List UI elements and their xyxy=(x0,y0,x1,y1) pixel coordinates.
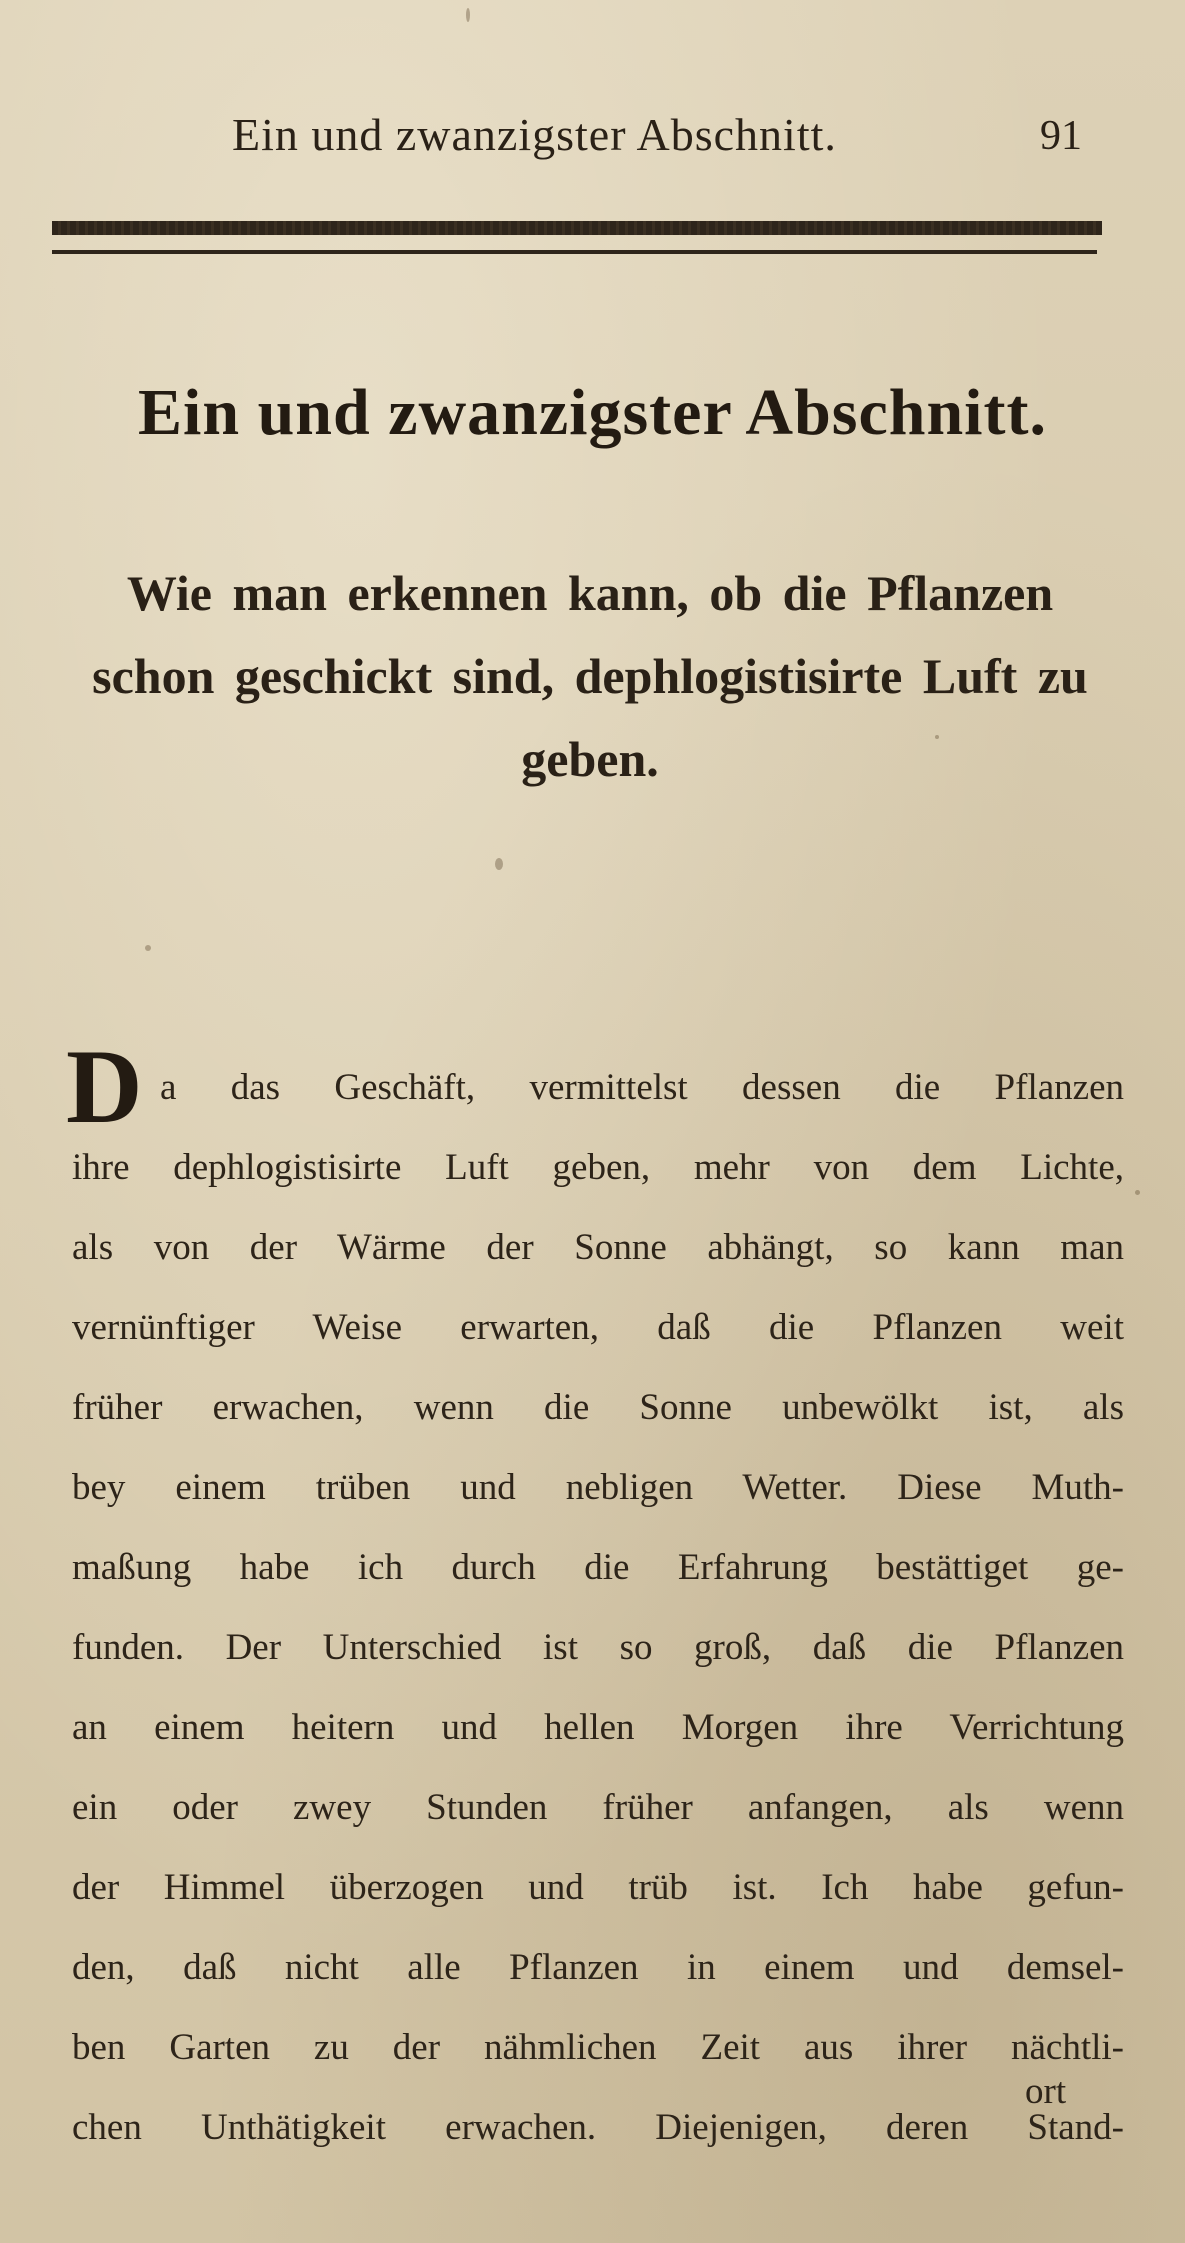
chapter-title: Ein und zwanzigster Abschnitt. xyxy=(138,376,1047,449)
drop-cap: D xyxy=(66,1028,143,1145)
catchword: ort xyxy=(1025,2071,1067,2112)
subtitle-line: Wie man erkennen kann, ob die Pflanzen xyxy=(126,565,1054,621)
text-line: a das Geschäft, vermittelst dessen die Pflanzen xyxy=(160,1067,1124,1108)
page-number: 91 xyxy=(1040,113,1082,159)
text-line: früher erwachen, wenn die Sonne unbewölkt ist, als xyxy=(72,1387,1124,1428)
text-line: ben Garten zu der nähmlichen Zeit aus ihrer nächtli- xyxy=(72,2027,1124,2068)
paper-speck xyxy=(466,8,470,22)
text-line: vernünftiger Weise erwarten, daß die Pflanzen weit xyxy=(72,1307,1124,1348)
header-rule-thick xyxy=(52,221,1102,235)
page-header xyxy=(0,108,1185,178)
text-line: der Himmel überzogen und trüb ist. Ich habe gefun- xyxy=(72,1867,1124,1908)
chapter-subtitle xyxy=(55,552,1125,801)
text-line: funden. Der Unterschied ist so groß, daß die Pflanzen xyxy=(72,1627,1124,1668)
paper-speck xyxy=(1135,1190,1140,1195)
subtitle-line: geben. xyxy=(521,731,659,787)
text-line: chen Unthätigkeit erwachen. Diejenigen, deren Stand- xyxy=(72,2107,1124,2148)
text-line: ein oder zwey Stunden früher anfangen, als wenn xyxy=(72,1787,1124,1828)
running-title: Ein und zwanzigster Abschnitt. xyxy=(232,109,837,160)
subtitle-line: schon geschickt sind, dephlogistisirte Luft zu xyxy=(92,648,1088,704)
body-paragraph xyxy=(66,1028,1124,2168)
paper-speck xyxy=(145,945,151,951)
text-line: ihre dephlogistisirte Luft geben, mehr von dem Lichte, xyxy=(72,1147,1124,1188)
text-line: den, daß nicht alle Pflanzen in einem und demsel- xyxy=(72,1947,1124,1988)
text-line: an einem heitern und hellen Morgen ihre Verrichtung xyxy=(72,1707,1124,1748)
text-line: bey einem trüben und nebligen Wetter. Diese Muth- xyxy=(72,1467,1124,1508)
text-line: als von der Wärme der Sonne abhängt, so kann man xyxy=(72,1227,1124,1268)
text-line: maßung habe ich durch die Erfahrung bestättiget ge- xyxy=(72,1547,1124,1588)
header-rule-thin xyxy=(52,250,1097,254)
paper-speck xyxy=(495,858,503,870)
